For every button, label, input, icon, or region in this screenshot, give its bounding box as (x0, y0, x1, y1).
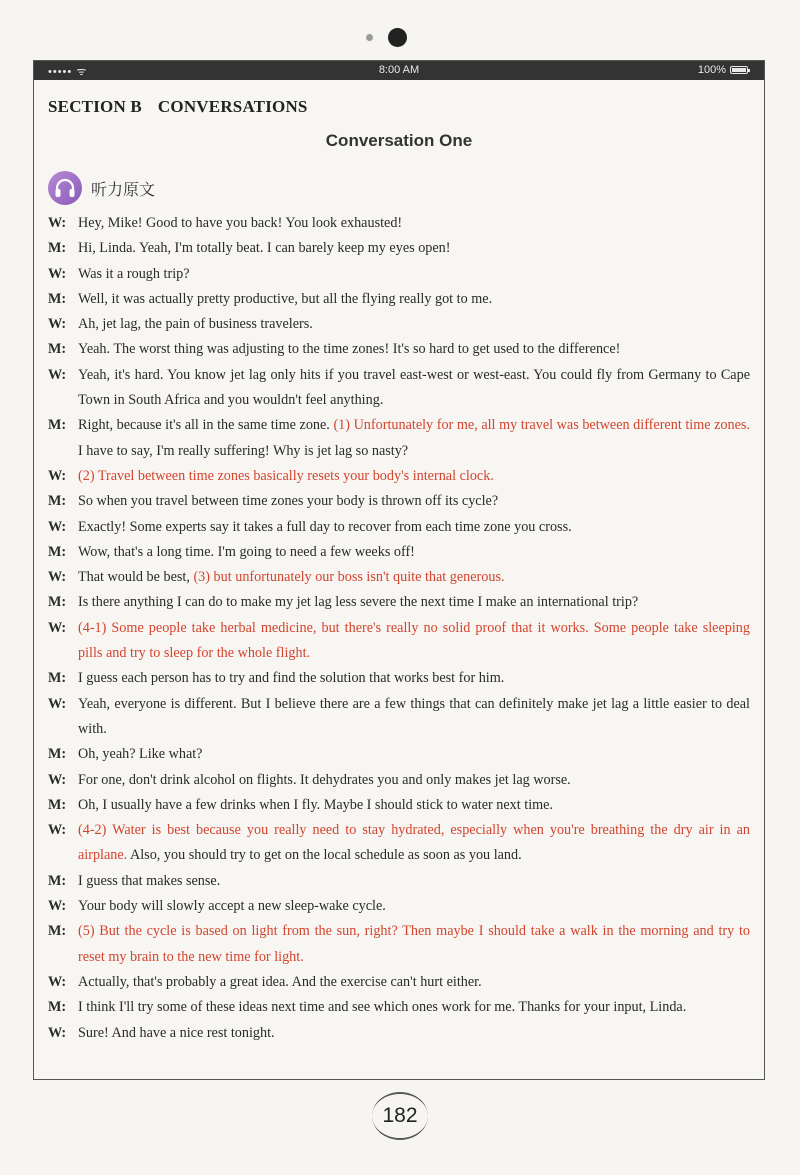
dialogue-text (78, 666, 750, 691)
dialogue-text (78, 793, 750, 818)
dialogue-segment: I guess that makes sense. (78, 872, 221, 889)
dialogue-segment: Yeah, it's hard. You know jet lag only hits if you travel east-west or west-east. You could fly from Germany to Cape Town in South Africa and you wouldn't feel anything. (78, 366, 750, 409)
dialogue-line (48, 590, 750, 615)
speaker-label: W: (48, 316, 67, 333)
dialogue-segment: Oh, yeah? Like what? (78, 746, 203, 763)
dialogue-segment: Ah, jet lag, the pain of business travelers. (78, 316, 313, 333)
dialogue-segment: Was it a rough trip? (78, 265, 190, 282)
dialogue-segment: That would be best, (78, 569, 194, 586)
speaker-label: M: (48, 999, 67, 1016)
dialogue-segment: Also, you should try to get on the local schedule as soon as you land. (127, 847, 522, 864)
dialogue-text (78, 995, 750, 1020)
speaker-label: W: (48, 569, 67, 586)
dialogue-line (48, 287, 750, 312)
dialogue-line (48, 995, 750, 1020)
dialogue-text (78, 489, 750, 514)
dialogue-line (48, 616, 750, 667)
signal-indicator: ••••• ᯤ (48, 66, 88, 78)
wifi-icon: ᯤ (76, 66, 88, 78)
dialogue-text (78, 970, 750, 995)
dialogue-segment: I think I'll try some of these ideas next time and see which ones work for me. Thanks for your input, Linda. (78, 999, 687, 1016)
dialogue-segment: Wow, that's a long time. I'm going to need a few weeks off! (78, 543, 415, 560)
dialogue-line (48, 540, 750, 565)
dialogue-text (78, 211, 750, 236)
dialogue-text (78, 464, 750, 489)
dialogue-segment: Right, because it's all in the same time zone. (78, 417, 334, 434)
dialogue-line (48, 464, 750, 489)
dialogue-text (78, 869, 750, 894)
dialogue-segment: I guess each person has to try and find the solution that works best for him. (78, 670, 505, 687)
page-dot-inactive[interactable] (366, 34, 373, 41)
status-bar (34, 61, 764, 80)
speaker-label: M: (48, 594, 67, 611)
speaker-label: M: (48, 543, 67, 560)
speaker-label: W: (48, 771, 67, 788)
speaker-label: W: (48, 695, 67, 712)
speaker-label: M: (48, 796, 67, 813)
dialogue-segment: Sure! And have a nice rest tonight. (78, 1024, 275, 1041)
dialogue-text (78, 818, 750, 869)
speaker-label: M: (48, 872, 67, 889)
speaker-label: M: (48, 923, 67, 940)
dialogue-line (48, 211, 750, 236)
speaker-label: W: (48, 518, 67, 535)
page-number: 182 (372, 1092, 428, 1140)
answer-highlight: (1) Unfortunately for me, all my travel was between different time zones. (333, 417, 750, 434)
battery-status (698, 64, 748, 76)
dialogue-line (48, 666, 750, 691)
speaker-label: M: (48, 670, 67, 687)
dialogue-line (48, 565, 750, 590)
answer-highlight: (5) But the cycle is based on light from the sun, right? Then maybe I should take a walk in the morning and try to reset my brain to the new time for light. (78, 923, 750, 965)
dialogue-text (78, 363, 750, 414)
dialogue-line (48, 692, 750, 743)
transcript (48, 211, 750, 1046)
speaker-label: W: (48, 822, 67, 839)
answer-highlight: (4-2) Water is best because you really need to stay hydrated, especially when you're breathing the dry air in an airplane. (78, 822, 750, 864)
battery-percent: 100% (697, 64, 726, 76)
dialogue-line (48, 515, 750, 540)
dialogue-text (78, 768, 750, 793)
answer-highlight: (4-1) Some people take herbal medicine, but there's really no solid proof that it works. Some people take sleeping pills and try to sleep for the whole flight. (78, 619, 750, 662)
dialogue-line (48, 742, 750, 767)
dialogue-text (78, 312, 750, 337)
dialogue-segment: So when you travel between time zones your body is thrown off its cycle? (78, 493, 499, 510)
speaker-label: W: (48, 215, 67, 231)
headphones-icon[interactable] (48, 171, 82, 205)
dialogue-text (78, 287, 750, 312)
dialogue-segment: Well, it was actually pretty productive, but all the flying really got to me. (78, 290, 493, 307)
dialogue-text (78, 590, 750, 615)
dialogue-text (78, 337, 750, 362)
dialogue-segment: Yeah, everyone is different. But I believe there are a few things that can definitely make jet lag a little easier to deal with. (78, 695, 750, 737)
dialogue-text (78, 262, 750, 287)
section-label: SECTION B (48, 97, 142, 116)
speaker-label: W: (48, 898, 67, 915)
dialogue-text (78, 1021, 750, 1046)
dialogue-line (48, 363, 750, 414)
dialogue-line (48, 489, 750, 514)
section-title (48, 97, 308, 117)
page-indicator-dots (366, 28, 426, 48)
dialogue-line (48, 413, 750, 464)
speaker-label: M: (48, 290, 67, 307)
dialogue-segment: Hi, Linda. Yeah, I'm totally beat. I can barely keep my eyes open! (78, 240, 451, 257)
dialogue-segment: Oh, I usually have a few drinks when I fly. Maybe I should stick to water next time. (78, 796, 554, 813)
dialogue-line (48, 768, 750, 793)
dialogue-text (78, 894, 750, 919)
dialogue-segment: Exactly! Some experts say it takes a full day to recover from each time zone you cross. (78, 518, 572, 535)
battery-icon (730, 66, 748, 74)
dialogue-segment: Hey, Mike! Good to have you back! You look exhausted! (78, 215, 403, 231)
dialogue-segment: Yeah. The worst thing was adjusting to the time zones! It's so hard to get used to the difference! (78, 341, 621, 358)
dialogue-line (48, 262, 750, 287)
device-screen (33, 60, 765, 1080)
listening-transcript-badge[interactable] (48, 171, 155, 205)
dialogue-line (48, 970, 750, 995)
dialogue-segment: Is there anything I can do to make my jet lag less severe the next time I make an international trip? (78, 594, 639, 611)
speaker-label: W: (48, 1024, 67, 1041)
dialogue-line (48, 312, 750, 337)
page-dot-active[interactable] (388, 28, 407, 47)
speaker-label: M: (48, 417, 67, 434)
speaker-label: W: (48, 265, 67, 282)
status-time: 8:00 AM (378, 64, 420, 76)
dialogue-segment: I have to say, I'm really suffering! Why is jet lag so nasty? (78, 442, 409, 459)
dialogue-line (48, 1021, 750, 1046)
dialogue-text (78, 515, 750, 540)
conversation-title: Conversation One (325, 131, 473, 150)
dialogue-text (78, 236, 750, 261)
listening-label: 听力原文 (91, 179, 156, 199)
dialogue-text (78, 616, 750, 667)
dialogue-segment: Your body will slowly accept a new sleep-wake cycle. (78, 898, 386, 915)
dialogue-text (78, 692, 750, 743)
speaker-label: W: (48, 366, 67, 383)
answer-highlight: (2) Travel between time zones basically resets your body's internal clock. (78, 467, 494, 484)
dialogue-segment: Actually, that's probably a great idea. And the exercise can't hurt either. (78, 973, 482, 990)
speaker-label: M: (48, 341, 67, 358)
speaker-label: M: (48, 240, 67, 257)
answer-highlight: (3) but unfortunately our boss isn't quite that generous. (193, 569, 505, 586)
dialogue-line (48, 869, 750, 894)
speaker-label: W: (48, 467, 67, 484)
dialogue-text (78, 919, 750, 970)
speaker-label: M: (48, 493, 67, 510)
dialogue-line (48, 919, 750, 970)
dialogue-line (48, 894, 750, 919)
dialogue-text (78, 540, 750, 565)
dialogue-line (48, 337, 750, 362)
speaker-label: W: (48, 973, 67, 990)
dialogue-line (48, 236, 750, 261)
section-name: CONVERSATIONS (157, 97, 308, 116)
dialogue-text (78, 565, 750, 590)
speaker-label: M: (48, 746, 67, 763)
speaker-label: W: (48, 619, 67, 636)
page-number-area (0, 1092, 800, 1140)
dialogue-text (78, 413, 750, 464)
dialogue-line (48, 818, 750, 869)
dialogue-segment: For one, don't drink alcohol on flights. It dehydrates you and only makes jet lag worse. (78, 771, 571, 788)
dialogue-text (78, 742, 750, 767)
dialogue-line (48, 793, 750, 818)
